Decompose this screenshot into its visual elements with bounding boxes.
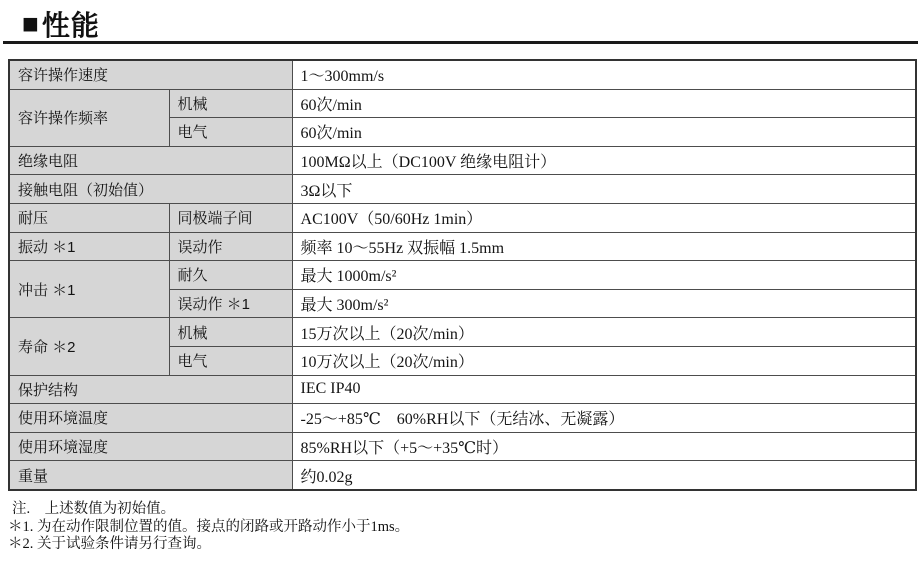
spec-value-cell: 100MΩ以上（DC100V 绝缘电阻计） [292, 146, 916, 175]
spec-sub-label-cell: 机械 [169, 89, 292, 118]
spec-value-cell: 60次/min [292, 89, 916, 118]
spec-value-cell: 频率 10～55Hz 双振幅 1.5mm [292, 232, 916, 261]
spec-sub-label-cell: 电气 [169, 346, 292, 375]
section-title [22, 4, 100, 44]
table-row [9, 203, 916, 232]
table-row [9, 432, 916, 461]
table-row [9, 404, 916, 433]
table-row [9, 318, 916, 347]
spec-label-cell: 振动 ＊1 [9, 232, 169, 261]
spec-table [8, 59, 917, 491]
spec-label-cell: 使用环境温度 [9, 404, 292, 433]
spec-label-cell: 容许操作速度 [9, 60, 292, 89]
spec-label-cell: 绝缘电阻 [9, 146, 292, 175]
spec-sub-label-cell: 误动作 [169, 232, 292, 261]
spec-label-cell: 耐压 [9, 203, 169, 232]
spec-value-cell: IEC IP40 [292, 375, 916, 404]
table-row [9, 461, 916, 490]
spec-sub-label-cell: 电气 [169, 118, 292, 147]
spec-value-cell: -25～+85℃ 60%RH以下（无结冰、无凝露） [292, 404, 916, 433]
note-line: 注. 上述数值为初始值。 [12, 501, 176, 517]
spec-value-cell: 60次/min [292, 118, 916, 147]
table-row [9, 232, 916, 261]
spec-sub-label-cell: 耐久 [169, 261, 292, 290]
spec-sub-label-cell: 误动作 ＊1 [169, 289, 292, 318]
spec-label-cell: 容许操作频率 [9, 89, 169, 146]
footnotes [8, 501, 409, 554]
title-underline [3, 41, 918, 44]
spec-value-cell: 85%RH以下（+5～+35℃时） [292, 432, 916, 461]
table-row [9, 375, 916, 404]
spec-value-cell: 3Ω以下 [292, 175, 916, 204]
spec-sub-label-cell: 机械 [169, 318, 292, 347]
spec-value-cell: 1～300mm/s [292, 60, 916, 89]
spec-label-cell: 接触电阻（初始值） [9, 175, 292, 204]
note-line: ＊2. 关于试验条件请另行查询。 [8, 536, 211, 552]
spec-sub-label-cell: 同极端子间 [169, 203, 292, 232]
spec-label-cell: 重量 [9, 461, 292, 490]
spec-value-cell: 最大 300m/s² [292, 289, 916, 318]
spec-label-cell: 保护结构 [9, 375, 292, 404]
note-line: ＊1. 为在动作限制位置的值。接点的闭路或开路动作小于1ms。 [8, 518, 410, 535]
table-row [9, 89, 916, 118]
spec-value-cell: 约0.02g [292, 461, 916, 490]
spec-value-cell: 10万次以上（20次/min） [292, 346, 916, 375]
table-row [9, 60, 916, 89]
table-row [9, 261, 916, 290]
table-row [9, 175, 916, 204]
spec-value-cell: 15万次以上（20次/min） [292, 318, 916, 347]
spec-label-cell: 使用环境湿度 [9, 432, 292, 461]
page-title: 性能 [41, 10, 100, 41]
spec-label-cell: 冲击 ＊1 [9, 261, 169, 318]
spec-value-cell: AC100V（50/60Hz 1min） [292, 203, 916, 232]
section-marker-icon: ■ [22, 8, 40, 39]
spec-label-cell: 寿命 ＊2 [9, 318, 169, 375]
table-row [9, 146, 916, 175]
spec-value-cell: 最大 1000m/s² [292, 261, 916, 290]
